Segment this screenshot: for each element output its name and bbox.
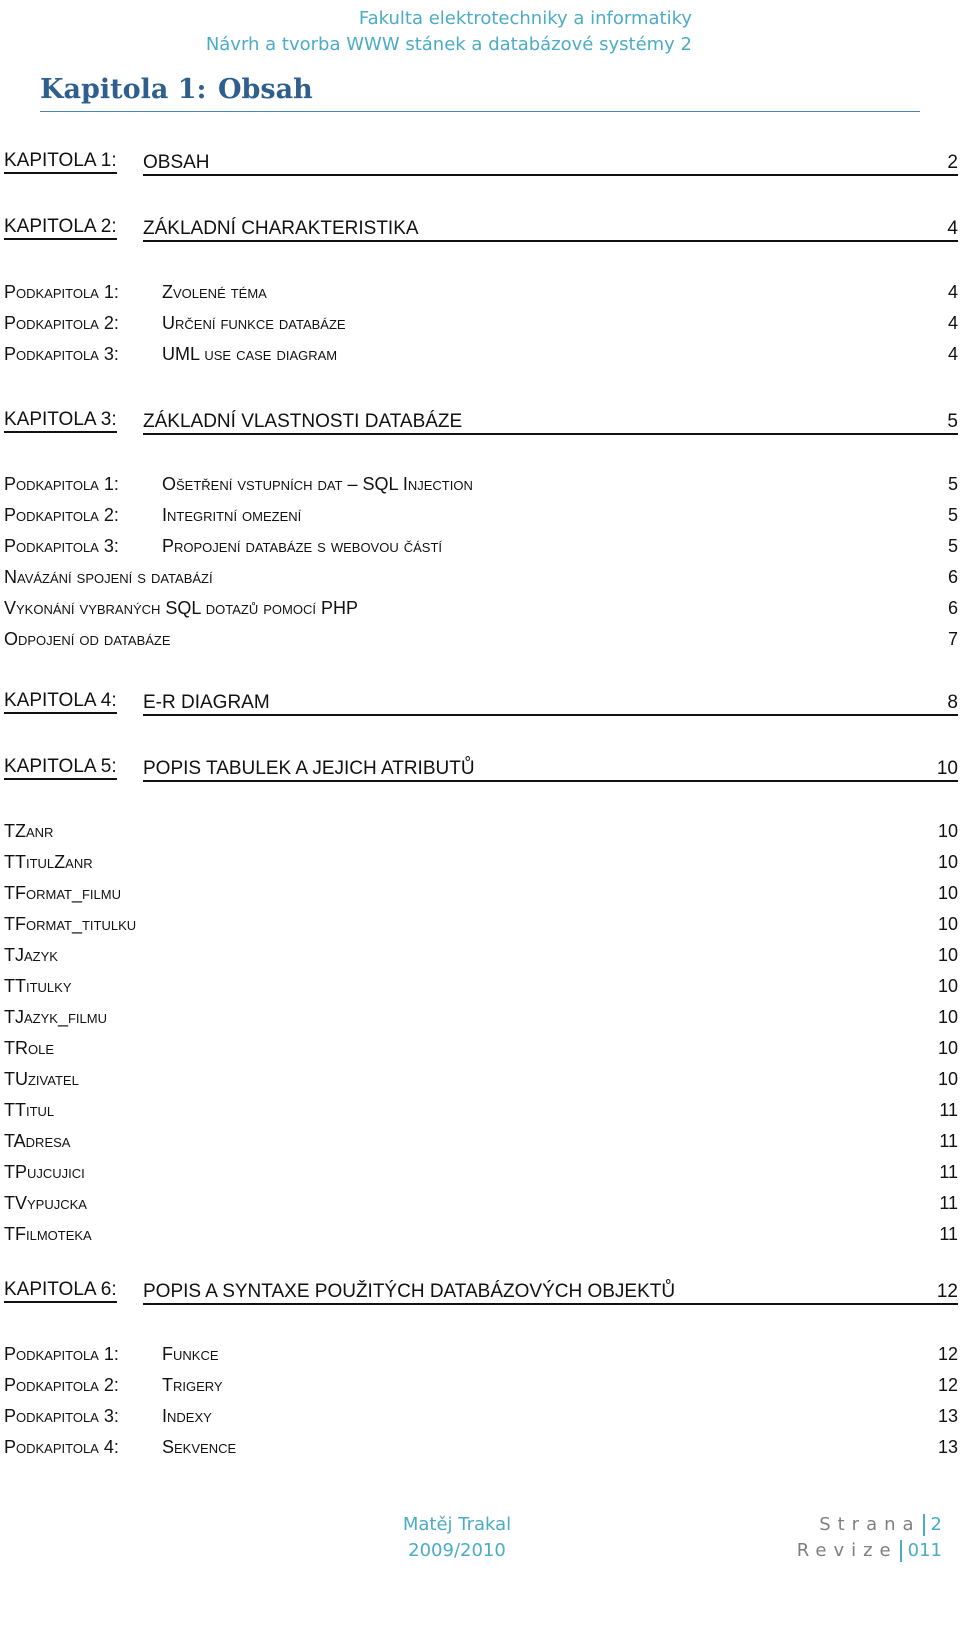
chapter-page: 5 [947, 411, 958, 432]
item-title: TFormat_titulku [4, 914, 137, 934]
toc-item[interactable] [4, 852, 958, 883]
footer-revision-label: Revize [796, 1540, 898, 1561]
toc-item[interactable] [4, 567, 958, 598]
toc-chapter-3[interactable] [4, 405, 958, 437]
toc-chapter-2-subsections [4, 282, 958, 375]
chapter-title: POPIS A SYNTAXE POUŽITÝCH DATABÁZOVÝCH OBJEKTŮ [143, 1281, 676, 1302]
item-title: Navázání spojení s databází [4, 567, 213, 587]
toc-item[interactable] [4, 945, 958, 976]
header-faculty: Fakulta elektrotechniky a informatiky [358, 8, 692, 29]
toc-item[interactable] [4, 883, 958, 914]
subsection-page: 4 [947, 282, 958, 302]
item-page: 10 [937, 821, 958, 841]
item-page: 10 [937, 1007, 958, 1027]
chapter-label: KAPITOLA 3: [4, 409, 117, 433]
item-title: TJazyk [4, 945, 58, 965]
toc-item[interactable] [4, 821, 958, 852]
subsection-page: 13 [937, 1406, 958, 1426]
toc-chapter-4[interactable] [4, 686, 958, 718]
item-page: 10 [937, 945, 958, 965]
item-page: 11 [939, 1224, 958, 1244]
page-header [206, 6, 692, 58]
footer-divider [923, 1514, 925, 1536]
toc-subsection[interactable] [4, 474, 958, 505]
subsection-title: Propojení databáze s webovou částí [162, 536, 443, 556]
chapter-page: 2 [947, 152, 958, 173]
footer-revision-number: 011 [907, 1540, 942, 1561]
item-title: TRole [4, 1038, 55, 1058]
chapter-title: E-R DIAGRAM [143, 692, 270, 713]
toc-subsection[interactable] [4, 1437, 958, 1468]
subsection-page: 4 [947, 313, 958, 333]
subsection-page: 13 [937, 1437, 958, 1457]
item-page: 11 [939, 1162, 958, 1182]
title-text: Obsah [218, 74, 313, 105]
footer-year: 2009/2010 [408, 1540, 506, 1561]
item-title: TTitulZanr [4, 852, 93, 872]
toc-item[interactable] [4, 1069, 958, 1100]
subsection-title: Indexy [162, 1406, 212, 1426]
toc-item[interactable] [4, 1100, 958, 1131]
subsection-label: Podkapitola 3: [4, 536, 119, 556]
subsection-label: Podkapitola 4: [4, 1437, 119, 1457]
subsection-label: Podkapitola 2: [4, 313, 119, 333]
toc-subsection[interactable] [4, 1375, 958, 1406]
chapter-rule [143, 433, 958, 435]
chapter-page: 10 [936, 758, 958, 779]
subsection-title: UML use case diagram [162, 344, 338, 364]
toc-subsection[interactable] [4, 1406, 958, 1437]
toc-subsection[interactable] [4, 536, 958, 567]
toc-item[interactable] [4, 976, 958, 1007]
toc-chapter-2[interactable] [4, 212, 958, 244]
item-title: TTitulky [4, 976, 72, 996]
toc-subsection[interactable] [4, 313, 958, 344]
toc-item[interactable] [4, 1193, 958, 1224]
footer-author-name: Matěj Trakal [402, 1514, 512, 1535]
toc-chapter-6[interactable] [4, 1275, 958, 1307]
chapter-title: ZÁKLADNÍ CHARAKTERISTIKA [143, 218, 419, 239]
subsection-title: Určení funkce databáze [162, 313, 346, 333]
subsection-label: Podkapitola 3: [4, 1406, 119, 1426]
item-page: 10 [937, 883, 958, 903]
subsection-page: 12 [937, 1344, 958, 1364]
subsection-title: Ošetření vstupních dat – SQL Injection [162, 474, 473, 494]
chapter-page: 8 [947, 692, 958, 713]
item-page: 10 [937, 1069, 958, 1089]
toc-item[interactable] [4, 1038, 958, 1069]
footer-page-info [797, 1512, 942, 1564]
item-title: Vykonání vybraných SQL dotazů pomocí PHP [4, 598, 358, 618]
item-page: 11 [939, 1100, 958, 1120]
toc-subsection[interactable] [4, 505, 958, 536]
toc-subsection[interactable] [4, 344, 958, 375]
subsection-title: Integritní omezení [162, 505, 302, 525]
chapter-label: KAPITOLA 5: [4, 756, 117, 780]
item-title: TJazyk_filmu [4, 1007, 107, 1027]
toc-chapter-3-subsections [4, 474, 958, 660]
subsection-page: 4 [947, 344, 958, 364]
item-page: 10 [937, 852, 958, 872]
subsection-page: 5 [947, 474, 958, 494]
chapter-label: KAPITOLA 4: [4, 690, 117, 714]
subsection-label: Podkapitola 1: [4, 282, 119, 302]
toc-item[interactable] [4, 1007, 958, 1038]
item-title: TTitul [4, 1100, 55, 1120]
chapter-title: ZÁKLADNÍ VLASTNOSTI DATABÁZE [143, 411, 463, 432]
item-page: 11 [939, 1193, 958, 1213]
subsection-page: 5 [947, 505, 958, 525]
chapter-label: KAPITOLA 1: [4, 150, 117, 174]
title-chapter-number: Kapitola 1: [40, 74, 207, 105]
item-title: TAdresa [4, 1131, 71, 1151]
toc-item[interactable] [4, 1162, 958, 1193]
item-page: 6 [947, 567, 958, 587]
toc-chapter-1[interactable] [4, 146, 958, 178]
item-page: 6 [947, 598, 958, 618]
toc-item[interactable] [4, 1131, 958, 1162]
footer-page-label: Strana [819, 1514, 921, 1535]
subsection-title: Funkce [162, 1344, 219, 1364]
subsection-label: Podkapitola 1: [4, 474, 119, 494]
item-title: TUzivatel [4, 1069, 79, 1089]
chapter-rule [143, 1303, 958, 1305]
toc-subsection[interactable] [4, 1344, 958, 1375]
toc-item[interactable] [4, 629, 958, 660]
footer-divider [900, 1540, 902, 1562]
footer-author [392, 1512, 522, 1564]
toc-item[interactable] [4, 598, 958, 629]
item-title: TFilmoteka [4, 1224, 92, 1244]
subsection-page: 12 [937, 1375, 958, 1395]
chapter-label: KAPITOLA 2: [4, 216, 117, 240]
item-title: TFormat_filmu [4, 883, 121, 903]
chapter-rule [143, 240, 958, 242]
item-title: TZanr [4, 821, 54, 841]
subsection-label: Podkapitola 3: [4, 344, 119, 364]
toc-chapter-5-items [4, 821, 958, 1255]
toc-item[interactable] [4, 1224, 958, 1255]
item-page: 10 [937, 914, 958, 934]
subsection-title: Trigery [162, 1375, 223, 1395]
chapter-page: 12 [936, 1281, 958, 1302]
chapter-rule [143, 780, 958, 782]
subsection-title: Sekvence [162, 1437, 237, 1457]
toc-item[interactable] [4, 914, 958, 945]
subsection-label: Podkapitola 2: [4, 1375, 119, 1395]
footer-page-number: 2 [930, 1514, 942, 1535]
chapter-rule [143, 174, 958, 176]
item-page: 10 [937, 976, 958, 996]
toc-chapter-6-subsections [4, 1344, 958, 1468]
item-title: TVypujcka [4, 1193, 87, 1213]
subsection-label: Podkapitola 1: [4, 1344, 119, 1364]
item-title: TPujcujici [4, 1162, 85, 1182]
subsection-page: 5 [947, 536, 958, 556]
chapter-rule [143, 714, 958, 716]
chapter-title: POPIS TABULEK A JEJICH ATRIBUTŮ [143, 758, 475, 779]
chapter-page: 4 [947, 218, 958, 239]
item-page: 7 [947, 629, 958, 649]
page-title [40, 74, 920, 112]
toc-subsection[interactable] [4, 282, 958, 313]
chapter-title: OBSAH [143, 152, 210, 173]
header-course: Návrh a tvorba WWW stánek a databázové systémy 2 [205, 34, 692, 55]
subsection-label: Podkapitola 2: [4, 505, 119, 525]
subsection-title: Zvolené téma [162, 282, 267, 302]
item-title: Odpojení od databáze [4, 629, 171, 649]
toc-chapter-5[interactable] [4, 752, 958, 784]
chapter-label: KAPITOLA 6: [4, 1279, 117, 1303]
item-page: 10 [937, 1038, 958, 1058]
item-page: 11 [939, 1131, 958, 1151]
